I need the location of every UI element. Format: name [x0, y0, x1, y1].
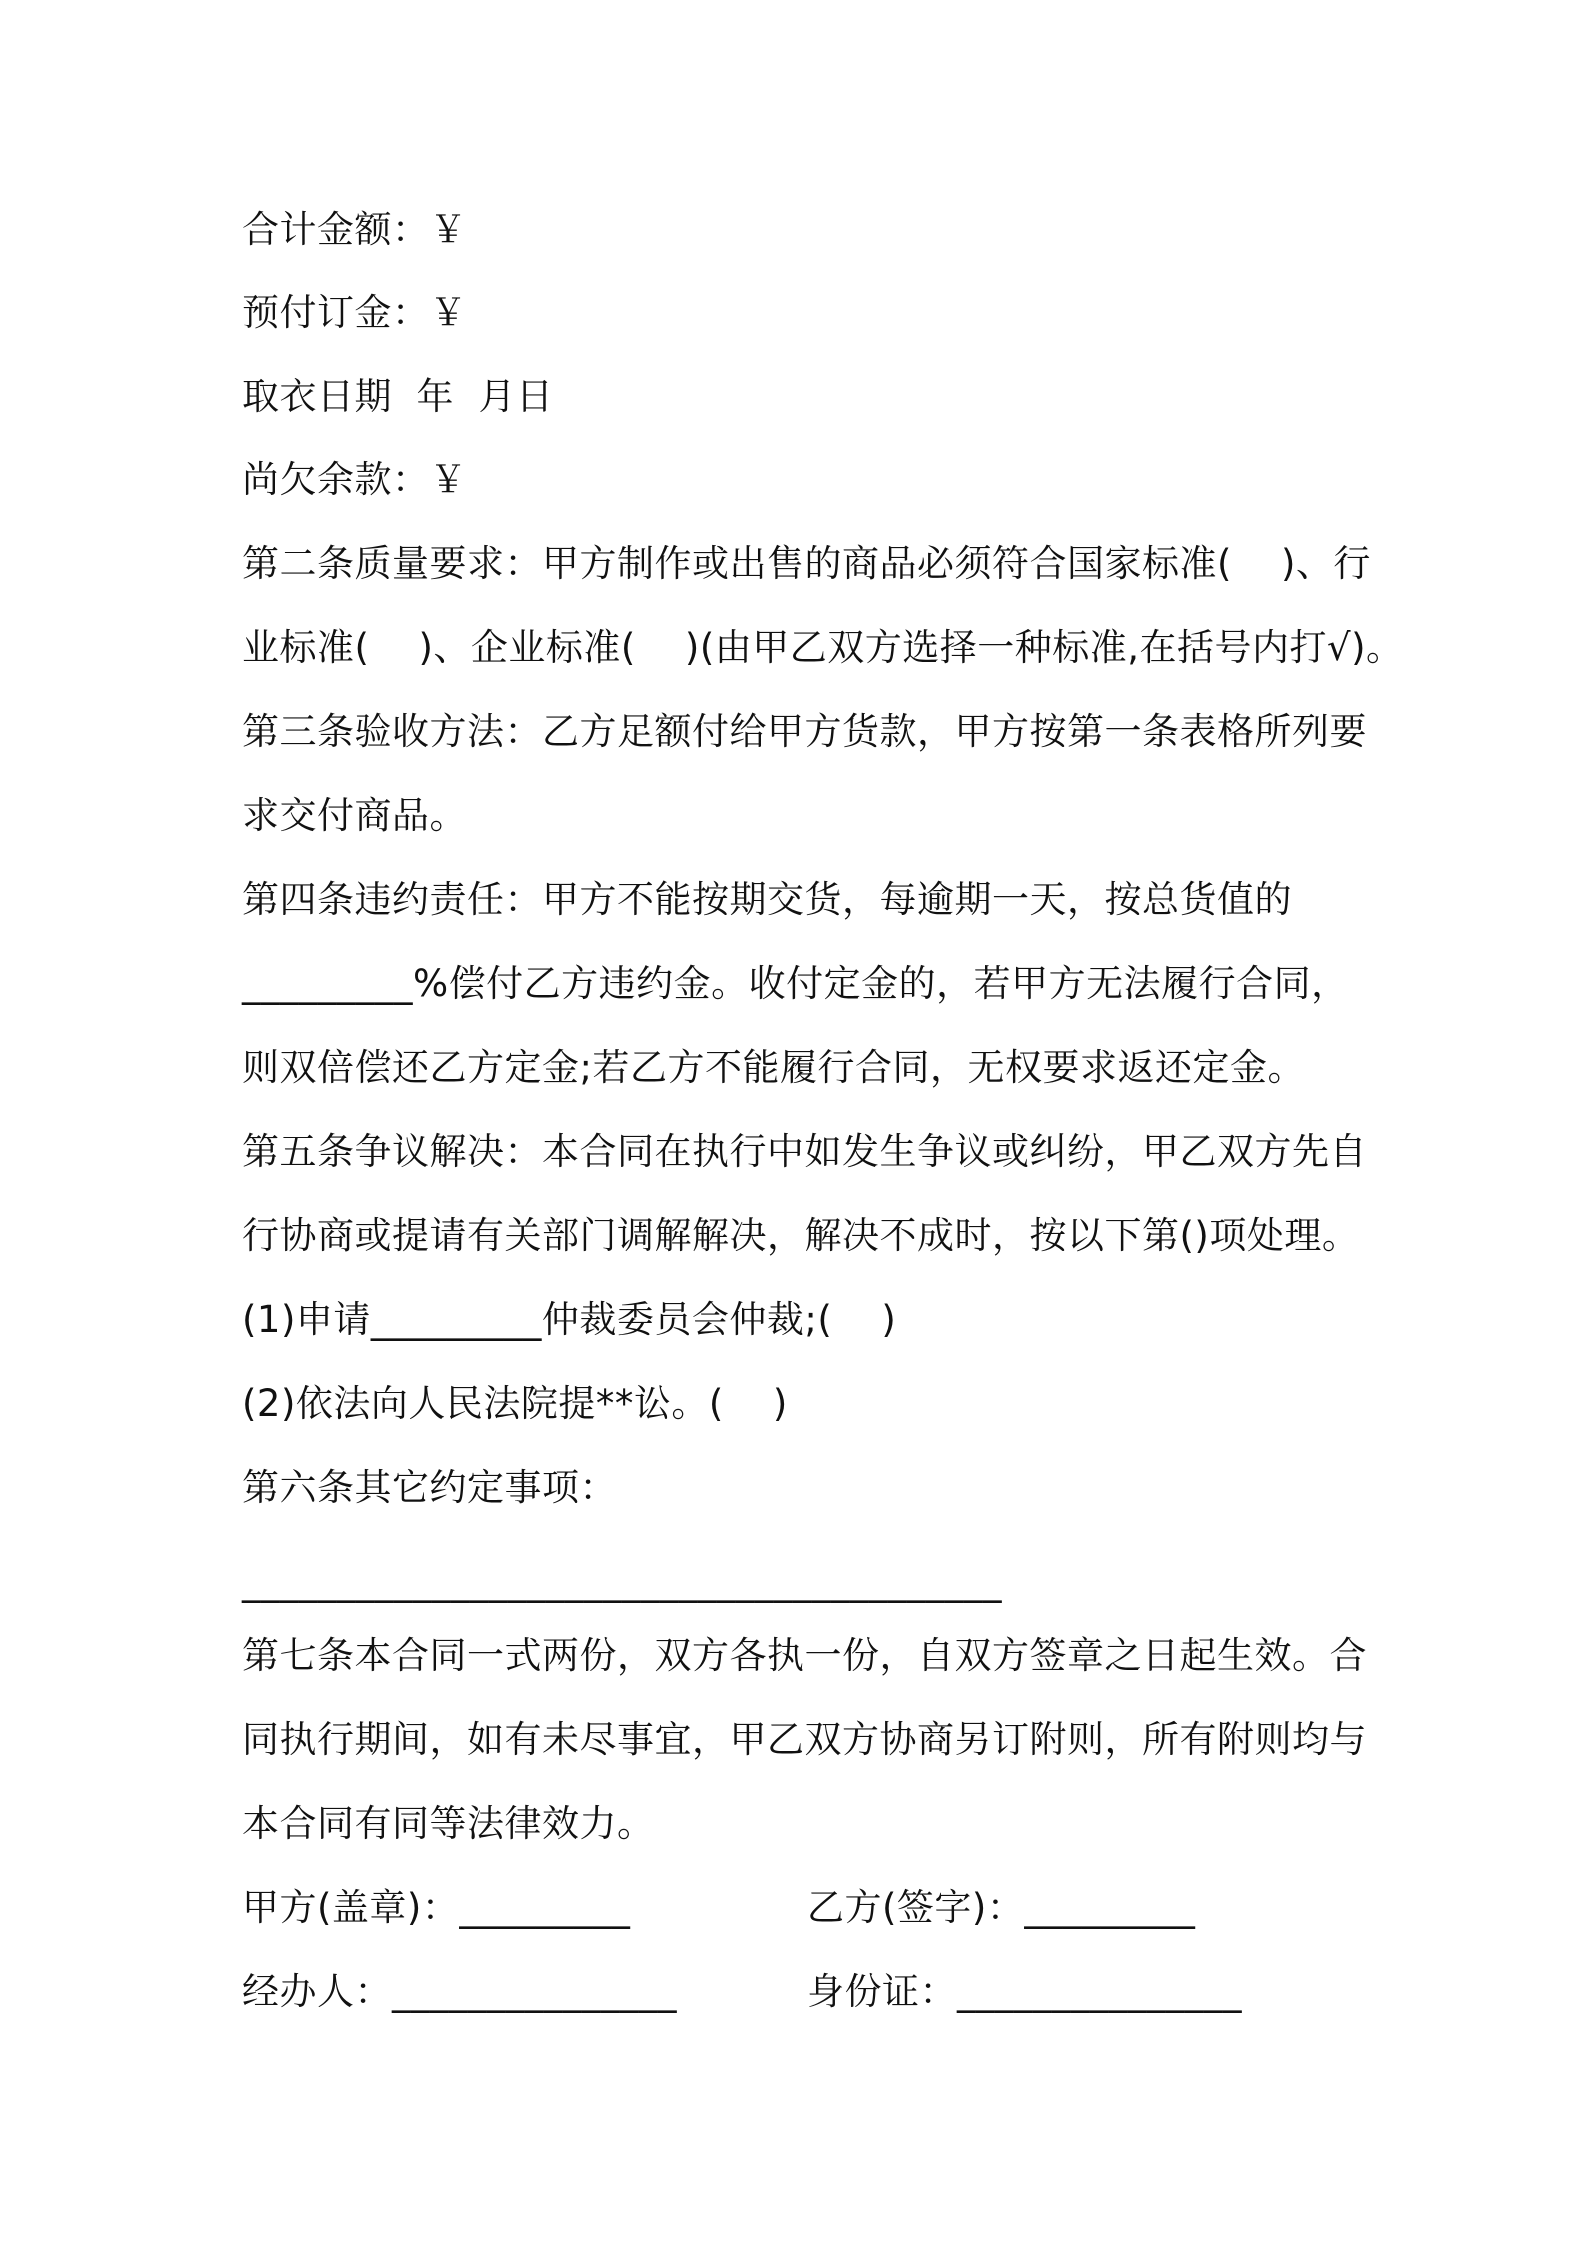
clause-6-heading: 第六条其它约定事项：: [242, 1466, 617, 1509]
clause-2-line-1: 第二条质量要求：甲方制作或出售的商品必须符合国家标准( )、行: [242, 542, 1371, 585]
clause-7-line-2: 同执行期间，如有未尽事宜，甲乙双方协商另订附则，所有附则均与: [242, 1718, 1367, 1761]
total-amount-line: 合计金额：￥: [242, 208, 467, 251]
clause-5-line-1: 第五条争议解决：本合同在执行中如发生争议或纠纷，甲乙双方先自: [242, 1130, 1367, 1173]
balance-due-line: 尚欠余款：￥: [242, 458, 467, 501]
clause-2-line-2: 业标准( )、企业标准( )(由甲乙双方选择一种标准,在括号内打√)。: [242, 626, 1404, 669]
clause-3-line-2: 求交付商品。: [242, 794, 467, 837]
clause-4-line-3: 则双倍偿还乙方定金;若乙方不能履行合同，无权要求返还定金。: [242, 1046, 1305, 1089]
deposit-line: 预付订金：￥: [242, 291, 467, 334]
clause-5-option-2: (2)依法向人民法院提**讼。( ): [242, 1382, 788, 1425]
clause-7-line-3: 本合同有同等法律效力。: [242, 1802, 655, 1845]
clause-4-line-1: 第四条违约责任：甲方不能按期交货，每逾期一天，按总货值的: [242, 878, 1292, 921]
clause-5-option-1: (1)申请_________仲裁委员会仲裁;( ): [242, 1298, 897, 1341]
party-a-seal-field: 甲方(盖章)：_________: [242, 1886, 631, 1929]
clause-5-line-2: 行协商或提请有关部门调解解决，解决不成时，按以下第()项处理。: [242, 1214, 1360, 1257]
pickup-date-line: 取衣日期 年 月日: [242, 375, 554, 418]
clause-7-line-1: 第七条本合同一式两份，双方各执一份，自双方签章之日起生效。合: [242, 1634, 1367, 1677]
id-card-field: 身份证：_______________: [807, 1970, 1242, 2013]
clause-4-line-2: _________%偿付乙方违约金。收付定金的，若甲方无法履行合同，: [242, 962, 1349, 1005]
party-b-sign-field: 乙方(签字)：_________: [807, 1886, 1196, 1929]
clause-3-line-1: 第三条验收方法：乙方足额付给甲方货款，甲方按第一条表格所列要: [242, 710, 1367, 753]
handler-field: 经办人：_______________: [242, 1970, 677, 2013]
clause-6-blank-line: ________________________________________: [242, 1560, 1002, 1603]
